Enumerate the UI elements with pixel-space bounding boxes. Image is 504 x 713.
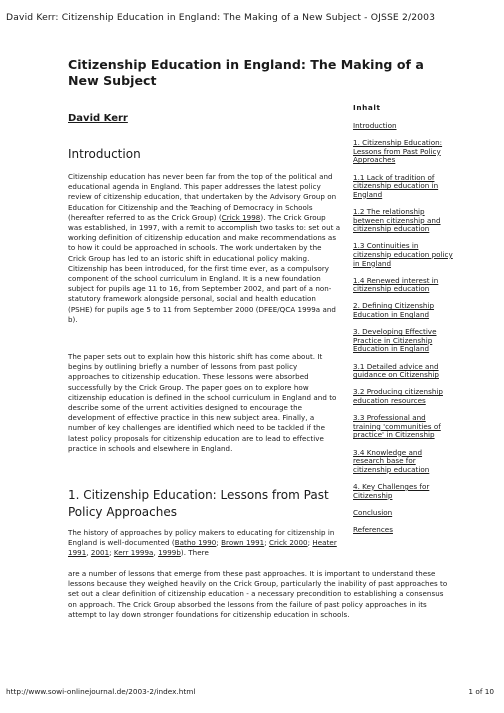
introduction-paragraph-2: The paper sets out to explain how this historic shift has come about. It begins by outlining briefly a number of lessons from past policy approaches to citizenship education. These lessons were absorbed successfully by the Crick Group. The paper goes on to explore how citizenship education is defined in the school curriculum in England and to describe some of the urrent activities designed to encourage the development of effective practice in this new subject area. Finally, a number of key challenges are identified which need to be tackled if the latest policy proposals for citizenship education are to lead to effective practice in schools and elsewhere in England.: [68, 352, 337, 453]
toc-title: Inhalt: [353, 103, 381, 112]
footer-url: http://www.sowi-onlinejournal.de/2003-2/index.html: [6, 687, 196, 696]
toc-link-section-4[interactable]: 4. Key Challenges for Citizenship: [353, 481, 430, 500]
toc-link-section-2[interactable]: 2. Defining Citizenship Education in England: [353, 301, 435, 320]
table-of-contents: [353, 122, 453, 543]
author-link[interactable]: David Kerr: [68, 113, 128, 124]
toc-link-section-1-1[interactable]: 1.1 Lack of tradition of citizenship education in England: [353, 172, 439, 199]
introduction-paragraph-1: [68, 172, 341, 325]
toc-link-introduction[interactable]: Introduction: [353, 121, 397, 130]
toc-link-section-3-3[interactable]: 3.3 Professional and training 'communities of practice' in Citizenship: [353, 413, 441, 440]
reference-link[interactable]: Brown 1991: [221, 538, 265, 548]
text-segment: Citizenship education has never been far from the top of the political and educational agenda in England. This paper addresses the latest policy review of citizenship education, that undertaken by the Advisory Group on Education for Citizenship and the Teaching of Democracy in Schools (hereafter referred to as the Crick Group) (: [68, 172, 337, 222]
toc-link-section-1-2[interactable]: 1.2 The relationship between citizenship and citizenship education: [353, 206, 441, 234]
section-1-paragraph-continued: are a number of lessons that emerge from these past approaches. It is important to understand these lessons because they weighed heavily on the Crick Group, particularly the inability of past approaches to set out a clear definition of citizenship education - a necessary precondition to establishing a consensus on approach. The Crick Group absorbed the lessons from the failure of past policy approaches in its attempt to lay down stronger foundations for citizenship education in schools.: [68, 569, 448, 619]
reference-link[interactable]: Crick 2000: [268, 538, 308, 548]
toc-link-section-1[interactable]: 1. Citizenship Education: Lessons from Past Policy Approaches: [353, 138, 443, 165]
section-1-heading: 1. Citizenship Education: Lessons from Past Policy Approaches: [68, 488, 329, 519]
introduction-heading: Introduction: [68, 147, 141, 161]
toc-link-section-3-2[interactable]: 3.2 Producing citizenship education resources: [353, 387, 443, 405]
reference-link[interactable]: 2001: [90, 548, 110, 558]
footer-page-number: 1 of 10: [468, 687, 494, 696]
toc-link-section-3-4[interactable]: 3.4 Knowledge and research base for citizenship education: [353, 447, 430, 474]
text-segment: ;: [216, 538, 222, 548]
text-segment: ,: [86, 548, 91, 558]
text-segment: ,: [153, 548, 159, 558]
section-1-paragraph-start: [68, 528, 341, 559]
reference-link[interactable]: 1999b: [158, 548, 181, 558]
reference-link[interactable]: Kerr 1999a: [113, 548, 154, 558]
text-segment: The history of approaches by policy makers to educating for citizenship in England is well-documented (: [68, 528, 335, 548]
text-segment: ). The Crick Group was established, in 1997, with a remit to accomplish two tasks to: set out a working definition of citizenship education and make recommendations as to how it could be approached in schools. The work undertaken by the Crick Group has led to an istoric shift in educational policy making. Citizenship has been introduced, for the first time ever, as a compulsory component of the school curriculum in England. It is a new foundation subject for pupils age 11 to 16, from September 2002, and part of a non-statutory framework alongside personal, social and health education (PSHE) for pupils age 5 to 11 from September 2000 (DFEE/QCA 1999a and b).: [68, 212, 341, 324]
toc-link-conclusion[interactable]: Conclusion: [353, 507, 393, 517]
toc-link-section-1-3[interactable]: 1.3 Continuities in citizenship education policy in England: [353, 241, 453, 268]
reference-link[interactable]: Batho 1990: [174, 538, 217, 548]
toc-link-section-3[interactable]: 3. Developing Effective Practice in Citizenship Education in England: [353, 327, 437, 354]
toc-link-references[interactable]: References: [353, 524, 393, 534]
text-segment: ;: [264, 538, 269, 548]
reference-link[interactable]: Crick 1998: [221, 212, 261, 222]
reference-link[interactable]: Heater 1991: [68, 538, 337, 558]
toc-link-section-1-4[interactable]: 1.4 Renewed interest in citizenship education: [353, 275, 439, 294]
text-segment: ;: [109, 548, 114, 558]
page-header: David Kerr: Citizenship Education in England: The Making of a New Subject - OJSSE 2/2003: [6, 12, 436, 23]
toc-link-section-3-1[interactable]: 3.1 Detailed advice and guidance on Citizenship: [353, 361, 439, 380]
text-segment: ). There: [180, 548, 209, 558]
text-segment: ;: [307, 538, 313, 548]
article-title: Citizenship Education in England: The Making of a New Subject: [68, 57, 424, 88]
